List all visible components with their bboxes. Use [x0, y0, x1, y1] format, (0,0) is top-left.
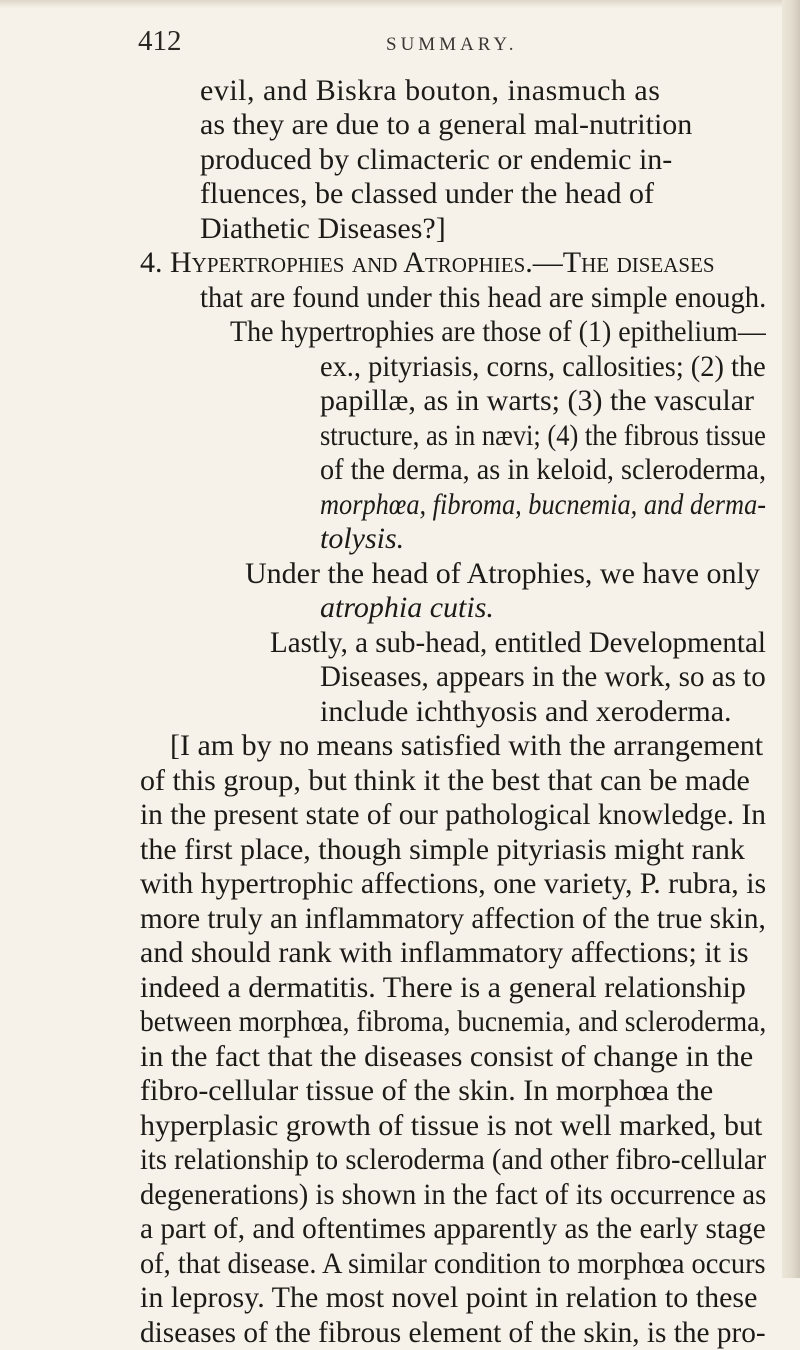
text-line: include ichthyosis and xeroderma. — [320, 695, 732, 728]
page-header — [138, 24, 778, 64]
text-line: between morphœa, fibroma, bucnemia, and scleroderma, — [140, 1005, 767, 1038]
text-line: Lastly, a sub-head, entitled Developmental — [270, 626, 766, 659]
text-line: Diathetic Diseases?] — [200, 212, 446, 245]
page-number: 412 — [138, 25, 182, 57]
text-line: structure, as in nævi; (4) the fibrous tissue — [320, 419, 766, 452]
text-line: more truly an inflammatory affection of the true skin, — [140, 902, 766, 935]
text-line: its relationship to scleroderma (and other fibro-cellular — [140, 1143, 767, 1176]
text-line: ex., pityriasis, corns, callosities; (2) the — [320, 350, 766, 383]
text-line: with hypertrophic affections, one variety, P. rubra, is — [140, 867, 767, 900]
text-line: [I am by no means satisfied with the arrangement — [170, 729, 764, 762]
text-line: produced by climacteric or endemic in- — [200, 143, 673, 176]
text-line: Under the head of Atrophies, we have only — [245, 557, 760, 590]
text-line: of this group, but think it the best that can be made — [140, 764, 750, 797]
section-heading-line: 4. Hypertrophies and Atrophies.—The diseases — [140, 246, 715, 279]
text-line: as they are due to a general mal-nutrition — [200, 108, 693, 141]
page-top-shadow — [0, 0, 800, 8]
text-line: in the present state of our pathological knowledge. In — [140, 798, 766, 831]
text-line: of, that disease. A similar condition to morphœa occurs — [140, 1247, 766, 1280]
text-line: degenerations) is shown in the fact of its occurrence as — [140, 1178, 767, 1211]
text-line: a part of, and oftentimes apparently as the early stage — [140, 1212, 766, 1245]
text-line: Diseases, appears in the work, so as to — [320, 660, 766, 693]
text-line: The hypertrophies are those of (1) epithelium— — [230, 315, 766, 348]
text-line: atrophia cutis. — [320, 591, 494, 624]
text-line: fibro-cellular tissue of the skin. In morphœa the — [140, 1074, 714, 1107]
text-line: hyperplasic growth of tissue is not well marked, but — [140, 1109, 763, 1142]
text-line: morphœa, fibroma, bucnemia, and derma- — [320, 488, 767, 521]
text-line: in the fact that the diseases consist of change in the — [140, 1040, 754, 1073]
text-line: papillæ, as in warts; (3) the vascular — [320, 384, 755, 417]
text-line: indeed a dermatitis. There is a general relationship — [140, 971, 746, 1004]
text-line: that are found under this head are simple enough. — [200, 281, 767, 314]
running-head: SUMMARY. — [386, 34, 518, 55]
text-line: in leprosy. The most novel point in relation to these — [140, 1281, 758, 1314]
text-line: of the derma, as in keloid, scleroderma, — [320, 453, 766, 486]
text-line: the first place, though simple pityriasis might rank — [140, 833, 745, 866]
text-line: diseases of the fibrous element of the skin, is the pro- — [140, 1316, 766, 1349]
text-line: fluences, be classed under the head of — [200, 177, 654, 210]
text-line: evil, and Biskra bouton, inasmuch as — [200, 74, 661, 107]
page-gutter-shadow — [782, 0, 800, 1278]
text-line: tolysis. — [320, 522, 405, 555]
text-line: and should rank with inflammatory affections; it is — [140, 936, 749, 969]
